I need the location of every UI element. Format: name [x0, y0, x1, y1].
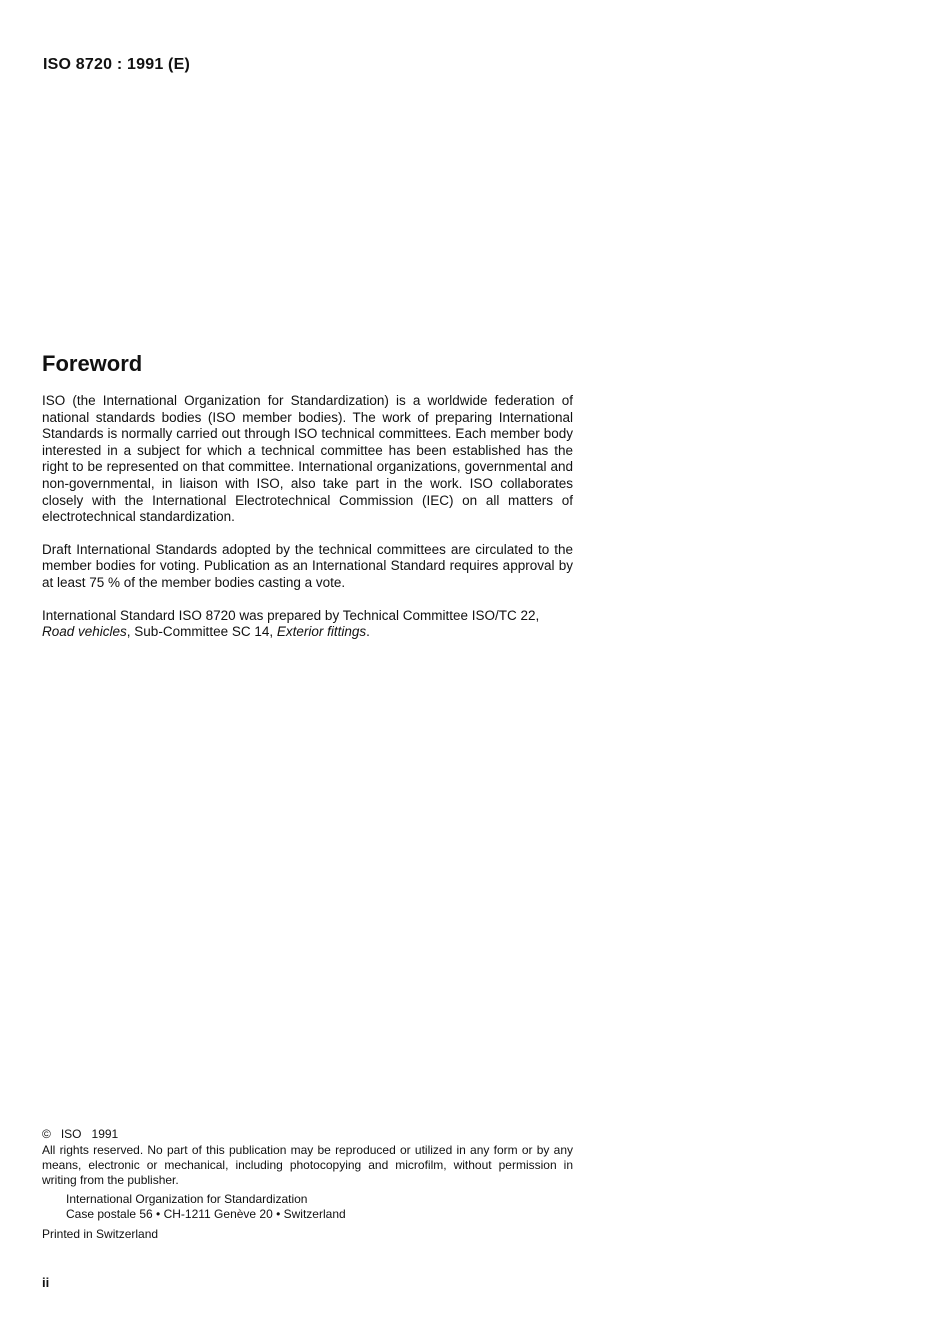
subcommittee-title: Exterior fittings [276, 624, 367, 640]
paragraph-3-text-1: International Standard ISO 8720 was prepared by Technical Committee ISO/TC 22, [42, 607, 540, 623]
foreword-paragraph-1: ISO (the International Organization for Standardization) is a worldwide federation of national standards bodies (ISO member bodies). The work of preparing International Standards is normally carried out through ISO technical committees. Each member body interested in a subject for which a technical committee has been established has the right to be represented on that committee. International organizations, governmental and non-governmental, in liaison with ISO, also take part in the work. ISO collaborates closely with the International Electrotechnical Commission (IEC) on all matters of electrotechnical standardization. [42, 393, 573, 525]
page-number: ii [42, 1275, 50, 1290]
paragraph-3-text-3: . [366, 624, 370, 640]
copyright-block [42, 1127, 573, 1242]
foreword-paragraph-2: Draft International Standards adopted by the technical committees are circulated to the member bodies for voting. Publication as an International Standard requires approval by at least 75 % of the member bodies casting a vote. [42, 541, 573, 590]
copyright-line [42, 1127, 573, 1142]
document-id: ISO 8720 : 1991 (E) [43, 56, 190, 73]
rights-statement: All rights reserved. No part of this publication may be reproduced or utilized in any form or by any means, electronic or mechanical, including photocopying and microfilm, without permission in writing from the publisher. [42, 1143, 573, 1187]
foreword-heading: Foreword [42, 351, 143, 376]
copyright-year: 1991 [91, 1127, 119, 1141]
foreword-body [42, 393, 573, 657]
printed-in: Printed in Switzerland [42, 1227, 159, 1241]
address-line-2: Case postale 56 • CH-1211 Genève 20 • Switzerland [66, 1207, 346, 1221]
address-line-1: International Organization for Standardization [66, 1192, 308, 1206]
foreword-paragraph-3 [42, 608, 573, 641]
copyright-org: ISO [60, 1127, 82, 1141]
paragraph-3-text-2: , Sub-Committee SC 14, [126, 624, 277, 640]
committee-title: Road vehicles [42, 624, 127, 640]
copyright-icon: © [42, 1127, 51, 1141]
publisher-address [66, 1192, 573, 1222]
